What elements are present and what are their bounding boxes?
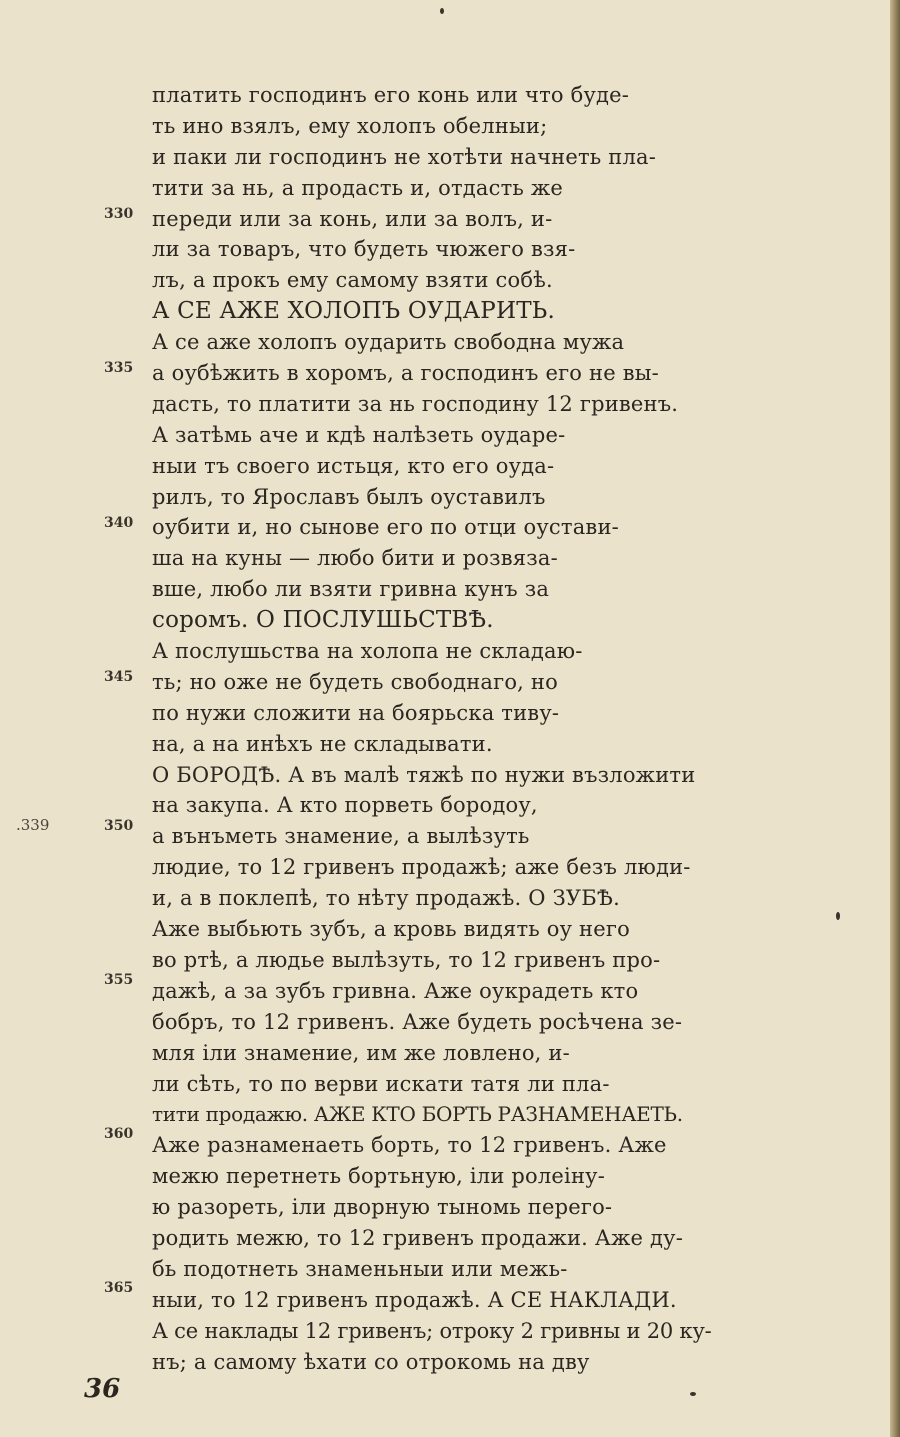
text-line: и паки ли господинъ не хотѣти начнеть пла- [152, 144, 657, 169]
text-line: ныи тъ своего истьця, кто его оуда- [152, 453, 555, 478]
line-number: 360 [104, 1126, 134, 1142]
page-number: 36 [84, 1374, 121, 1404]
text-line: ю разореть, іли дворную тыномь перего- [152, 1195, 613, 1220]
ink-speck [690, 1392, 696, 1396]
text-line: по нужи сложити на боярьска тиву- [152, 700, 560, 725]
text-line: а оубѣжить в хоромъ, а господинъ его не вы- [152, 361, 659, 386]
text-line: А послушьства на холопа не складаю- [152, 639, 583, 664]
text-line: людие, то 12 гривенъ продажѣ; аже безъ люди- [152, 855, 691, 880]
text-line: тити за нь, а продасть и, отдасть же [152, 175, 564, 200]
text-line: ныи, то 12 гривенъ продажѣ. А СЕ НАКЛАДИ. [152, 1287, 677, 1312]
section-heading-line: соромъ. О ПОСЛУШЬСТВѢ. [152, 607, 494, 634]
text-line: А се аже холопъ оударить свободна мужа [152, 330, 625, 355]
text-line: на, а на инѣхъ не складывати. [152, 731, 493, 756]
section-heading-line: А СЕ АЖЕ ХОЛОПЪ ОУДАРИТЬ. [152, 298, 555, 325]
ink-speck [836, 912, 840, 920]
text-line: лъ, а прокъ ему самому взяти собѣ. [152, 268, 553, 293]
text-line: ть ино взялъ, ему холопъ обелныи; [152, 113, 548, 138]
text-line: на закупа. А кто порветь бородоу, [152, 793, 538, 818]
line-number: 365 [104, 1280, 134, 1296]
line-number: 345 [104, 669, 134, 685]
text-line: бобръ, то 12 гривенъ. Аже будеть росѣчена зе- [152, 1009, 683, 1034]
line-number: 355 [104, 972, 134, 988]
line-number: 330 [104, 206, 134, 222]
text-line: ли сѣть, то по верви искати татя ли пла- [152, 1071, 610, 1096]
ink-speck [440, 8, 444, 14]
text-line: Аже разнаменаеть борть, то 12 гривенъ. Аже [152, 1133, 667, 1158]
text-line: переди или за конь, или за волъ, и- [152, 206, 553, 231]
text-line: бь подотнеть знаменьныи или межь- [152, 1256, 568, 1281]
line-number: 350 [104, 818, 134, 834]
text-block [152, 80, 852, 1377]
text-line: вше, любо ли взяти гривна кунъ за [152, 577, 550, 602]
text-line: ть; но оже не будеть свободнаго, но [152, 669, 558, 694]
text-line: дасть, то платити за нь господину 12 гривенъ. [152, 391, 679, 416]
section-heading-line: тити продажю. АЖЕ КТО БОРТЬ РАЗНАМЕНАЕТЬ. [152, 1102, 683, 1127]
text-line: мля іли знамение, им же ловлено, и- [152, 1040, 570, 1065]
text-line: А се наклады 12 гривенъ; отроку 2 гривны и 20 ку- [152, 1318, 712, 1343]
section-heading-line: О БОРОДѢ. А въ малѣ тяжѣ по нужи възложити [152, 762, 696, 787]
text-line: и, а в поклепѣ, то нѣту продажѣ. О ЗУБѢ. [152, 886, 620, 911]
text-line: оубити и, но сынове его по отци оустави- [152, 515, 619, 540]
text-line: родить межю, то 12 гривенъ продажи. Аже ду- [152, 1225, 684, 1250]
text-line: рилъ, то Ярославъ былъ оуставилъ [152, 484, 546, 509]
text-line: платить господинъ его конь или что буде- [152, 83, 630, 107]
text-line: а вънъметь знамение, а вылѣзуть [152, 824, 530, 849]
text-line: межю перетнеть бортьную, іли ролеіну- [152, 1164, 606, 1189]
text-line: ли за товаръ, что будеть чюжего взя- [152, 237, 576, 262]
line-number: 340 [104, 515, 134, 531]
text-line: А затѣмь аче и кдѣ налѣзеть оударе- [152, 422, 566, 447]
text-line: дажѣ, а за зубъ гривна. Аже оукрадеть кто [152, 978, 639, 1003]
margin-reference: .339 [16, 816, 50, 834]
page-edge [890, 0, 900, 1437]
text-line: во ртѣ, а людье вылѣзуть, то 12 гривенъ про- [152, 947, 661, 972]
text-line: ша на куны — любо бити и розвяза- [152, 546, 558, 571]
text-line: нъ; а самому ѣхати со отрокомь на дву [152, 1349, 590, 1374]
text-line: Аже выбьють зубъ, а кровь видять оу него [152, 917, 630, 942]
line-number: 335 [104, 360, 134, 376]
